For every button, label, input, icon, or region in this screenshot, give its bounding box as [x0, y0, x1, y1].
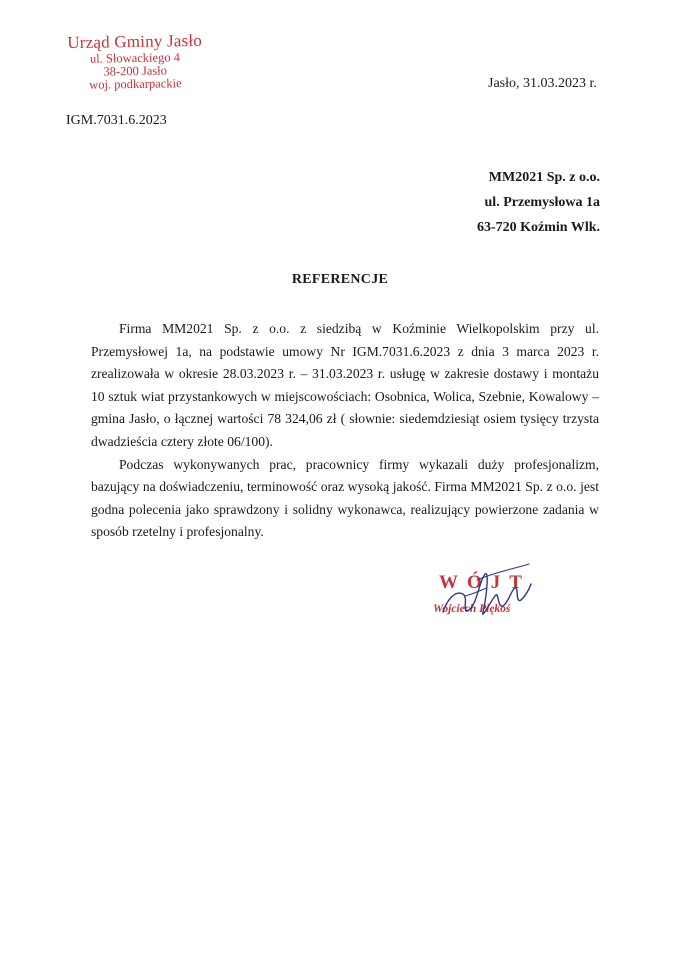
- body-paragraph-1: Firma MM2021 Sp. z o.o. z siedzibą w Koźminie Wielkopolskim przy ul. Przemysłowej 1a, na podstawie umowy Nr IGM.7031.6.2023 z dnia 3 marca 2023 r. zrealizowała w okresie 28.03.2023 r. – 31.03.2023 r. usługę w zakresie dostawy i montażu 10 sztuk wiat przystankowych w miejscowościach: Osobnica, Wolica, Szebnie, Kowalowy – gmina Jasło, o łącznej wartości 78 324,06 zł ( słownie: siedemdziesiąt osiem tysięcy trzysta dwadzieścia cztery złote 06/100).: [91, 321, 599, 449]
- office-stamp: [49, 31, 220, 93]
- signature-stamp-name: Wojciech Piękoś: [433, 603, 511, 615]
- stamp-postal: 38-200 Jasło: [103, 63, 168, 79]
- addressee-city: 63-720 Koźmin Wlk.: [476, 220, 600, 235]
- body-paragraph-2: Podczas wykonywanych prac, pracownicy firmy wykazali duży profesjonalizm, bazujący na doświadczeniu, terminowość oraz wysoką jakość. Firma MM2021 Sp. z o.o. jest godna polecenia jako sprawdzony i solidny wykonawca, realizujący powierzone zadania w sposób rzetelny i profesjonalny.: [91, 456, 599, 540]
- case-number: IGM.7031.6.2023: [66, 113, 167, 128]
- stamp-office-name: Urząd Gminy Jasło: [67, 30, 203, 53]
- stamp-street: ul. Słowackiego 4: [89, 50, 181, 66]
- addressee-street: ul. Przemysłowa 1a: [484, 195, 600, 210]
- signature-block: [425, 560, 545, 630]
- stamp-region: woj. podkarpackie: [89, 76, 182, 92]
- addressee-block: [477, 165, 600, 240]
- addressee-company: MM2021 Sp. z o.o.: [488, 170, 600, 185]
- document-title: REFERENCJE: [291, 272, 389, 287]
- signature-stamp-title: WÓJT: [439, 572, 531, 593]
- handwritten-signature: [425, 560, 545, 630]
- place-date: Jasło, 31.03.2023 r.: [488, 76, 597, 91]
- letter-body: [91, 318, 599, 544]
